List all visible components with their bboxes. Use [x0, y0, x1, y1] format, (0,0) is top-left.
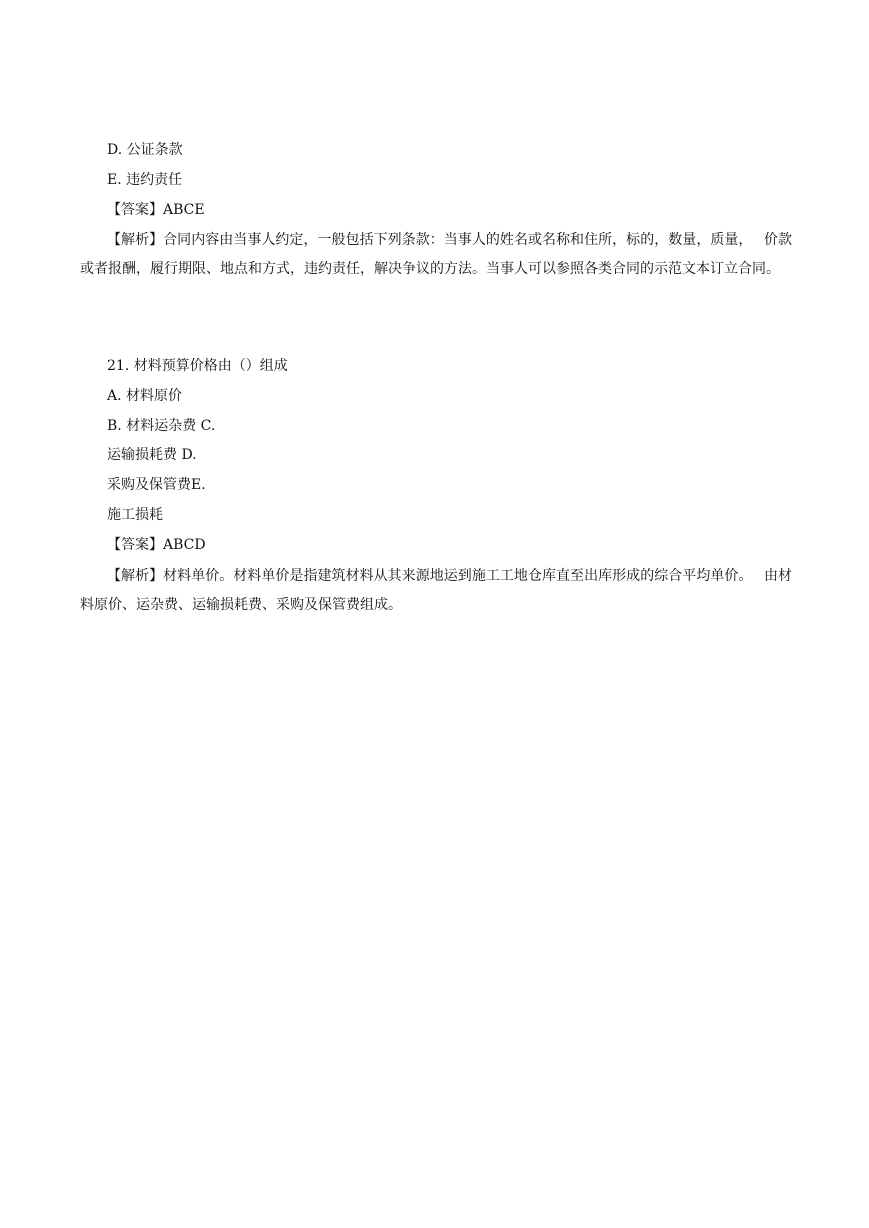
question-21-answer: 【答案】ABCD — [107, 537, 206, 553]
question-21-analysis: 【解析】材料单价。材料单价是指建筑材料从其来源地运到施工工地仓库直至出库形成的综合平均单价。 由材料原价、运杂费、运输损耗费、采购及保管费组成。 — [80, 568, 792, 613]
question-21-option-b: B. 材料运杂费 C. — [107, 418, 216, 434]
question-21-stem: 21. 材料预算价格由（）组成 — [107, 358, 288, 374]
answer-text: 【答案】ABCE — [107, 202, 205, 218]
question-21-option-a: A. 材料原价 — [107, 388, 183, 404]
question-21-option-c: 运输损耗费 D. — [107, 447, 197, 463]
option-e-text: E. 违约责任 — [107, 172, 183, 188]
option-d-text: D. 公证条款 — [107, 142, 183, 158]
analysis-paragraph: 【解析】合同内容由当事人约定，一般包括下列条款：当事人的姓名或名称和住所，标的，数量，质量， 价款或者报酬，履行期限、地点和方式，违约责任，解决争议的方法。当事人可以参照各类合同的示范文本订立合同。 — [80, 232, 792, 277]
question-21-option-d: 采购及保管费E. — [107, 477, 206, 493]
question-21-option-e: 施工损耗 — [107, 507, 163, 523]
